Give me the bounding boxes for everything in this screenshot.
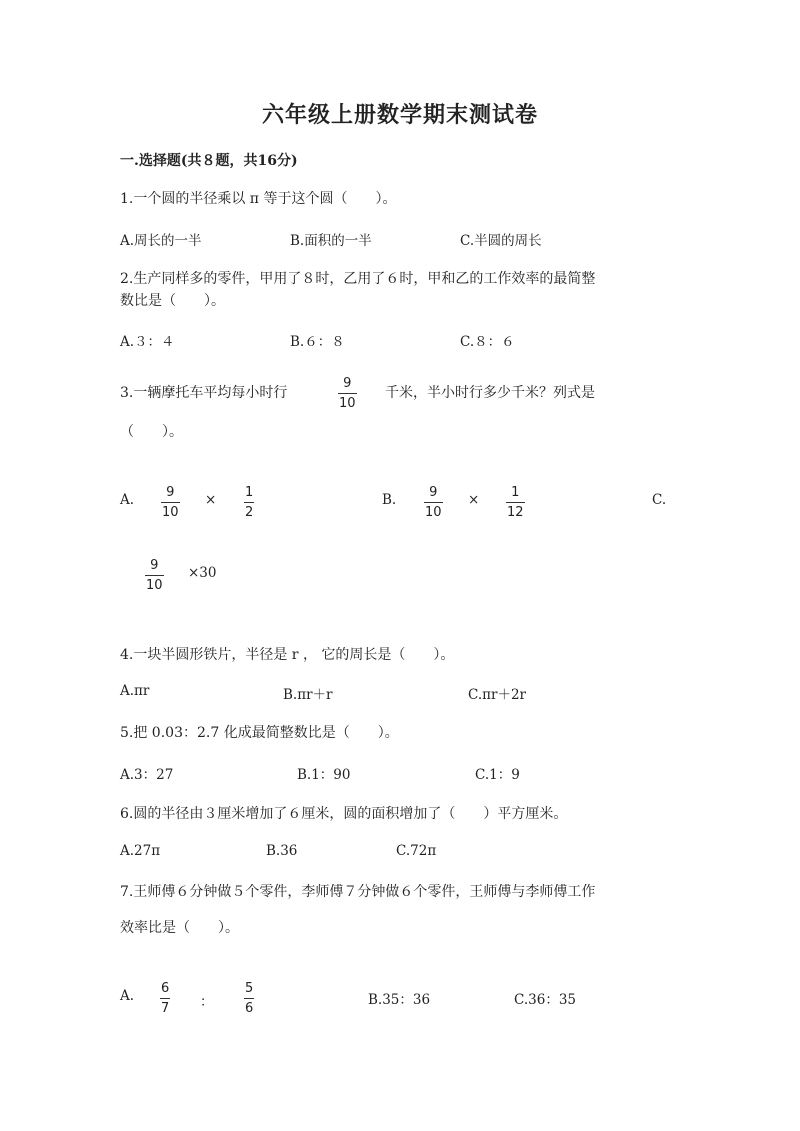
q7-option-a-f2-denominator: 6 — [245, 1001, 254, 1016]
q5-option-b[interactable]: B.1：90 — [297, 767, 351, 783]
q3-option-c-label[interactable]: C. — [652, 492, 667, 508]
q2-option-a[interactable]: A.３：４ — [120, 334, 175, 350]
q7-option-a-label[interactable]: A. — [120, 988, 135, 1004]
q4-option-a[interactable]: A.πr — [120, 683, 150, 699]
q7-option-a-fraction-2 — [244, 981, 254, 1016]
q2-option-b[interactable]: B.６：８ — [290, 334, 345, 350]
question-2-line-2: 数比是（ ）。 — [120, 293, 225, 309]
q3-option-a-f2-numerator: 1 — [245, 485, 254, 500]
question-7-line-1: 7.王师傅６分钟做５个零件，李师傅７分钟做６个零件，王师傅与李师傅工作 — [120, 884, 596, 900]
q5-option-a[interactable]: A.3：27 — [120, 767, 174, 783]
q1-option-a[interactable]: A.周长的一半 — [120, 233, 202, 249]
q3-option-a-f2-denominator: 2 — [245, 505, 254, 520]
q3-option-a-label[interactable]: A. — [120, 492, 135, 508]
question-1: 1.一个圆的半径乘以 π 等于这个圆（ ）。 — [120, 191, 397, 207]
question-6: 6.圆的半径由３厘米增加了６厘米，圆的面积增加了（ ）平方厘米。 — [120, 806, 568, 822]
question-2-line-1: 2.生产同样多的零件，甲用了８时，乙用了６时，甲和乙的工作效率的最简整 — [120, 271, 596, 287]
q3-option-c-denominator: 10 — [146, 578, 163, 593]
q4-option-c[interactable]: C.πr＋2r — [468, 687, 527, 703]
q2-option-c[interactable]: C.８：６ — [460, 334, 515, 350]
q3-option-a-f1-denominator: 10 — [162, 505, 179, 520]
question-3-text-after: 千米，半小时行多少千米？列式是 — [385, 385, 595, 401]
q3-option-b-operator: × — [468, 492, 480, 508]
q6-option-c[interactable]: C.72π — [396, 843, 437, 859]
q3-option-a-f1-numerator: 9 — [166, 485, 175, 500]
q6-option-b[interactable]: B.36 — [266, 843, 298, 859]
q3-option-b-f1-numerator: 9 — [429, 485, 438, 500]
q7-option-a-f2-numerator: 5 — [245, 981, 254, 996]
q3-fraction — [338, 376, 357, 411]
q3-option-a-fraction-2 — [244, 485, 254, 520]
question-5: 5.把 0.03：2.7 化成最简整数比是（ ）。 — [120, 725, 399, 741]
q7-option-c[interactable]: C.36：35 — [514, 992, 576, 1008]
q3-option-b-label[interactable]: B. — [382, 492, 397, 508]
q5-option-c[interactable]: C.1：9 — [475, 767, 520, 783]
question-4: 4.一块半圆形铁片，半径是 r ， 它的周长是（ ）。 — [120, 647, 455, 663]
question-7-line-2: 效率比是（ ）。 — [120, 920, 239, 936]
q3-option-b-f2-denominator: 12 — [507, 505, 524, 520]
q7-option-a-f1-numerator: 6 — [161, 981, 170, 996]
page-title: 六年级上册数学期末测试卷 — [261, 102, 538, 128]
q7-option-a-fraction-1 — [160, 981, 170, 1016]
section-heading: 一.选择题(共８题，共16分) — [120, 153, 298, 169]
q4-option-b[interactable]: B.πr＋r — [283, 687, 333, 703]
q1-option-b[interactable]: B.面积的一半 — [290, 233, 372, 249]
q3-option-b-f1-denominator: 10 — [425, 505, 442, 520]
q3-fraction-numerator: 9 — [343, 376, 352, 391]
q3-option-b-fraction-2 — [506, 485, 525, 520]
q1-option-c[interactable]: C.半圆的周长 — [460, 233, 542, 249]
q3-option-c-numerator: 9 — [150, 558, 159, 573]
q7-option-b[interactable]: B.35：36 — [368, 992, 431, 1008]
q3-option-c-tail: ×30 — [188, 565, 217, 581]
question-3-line-2: （ ）。 — [120, 424, 183, 440]
q6-option-a[interactable]: A.27π — [120, 843, 161, 859]
q7-option-a-operator: ： — [200, 994, 214, 1010]
q3-option-b-f2-numerator: 1 — [511, 485, 520, 500]
question-3-text-before: 3.一辆摩托车平均每小时行 — [120, 385, 288, 401]
q3-option-a-operator: × — [205, 492, 217, 508]
q3-option-b-fraction-1 — [424, 485, 443, 520]
q3-option-c-fraction — [145, 558, 164, 593]
q3-fraction-denominator: 10 — [339, 396, 356, 411]
q7-option-a-f1-denominator: 7 — [161, 1001, 170, 1016]
q3-option-a-fraction-1 — [161, 485, 180, 520]
